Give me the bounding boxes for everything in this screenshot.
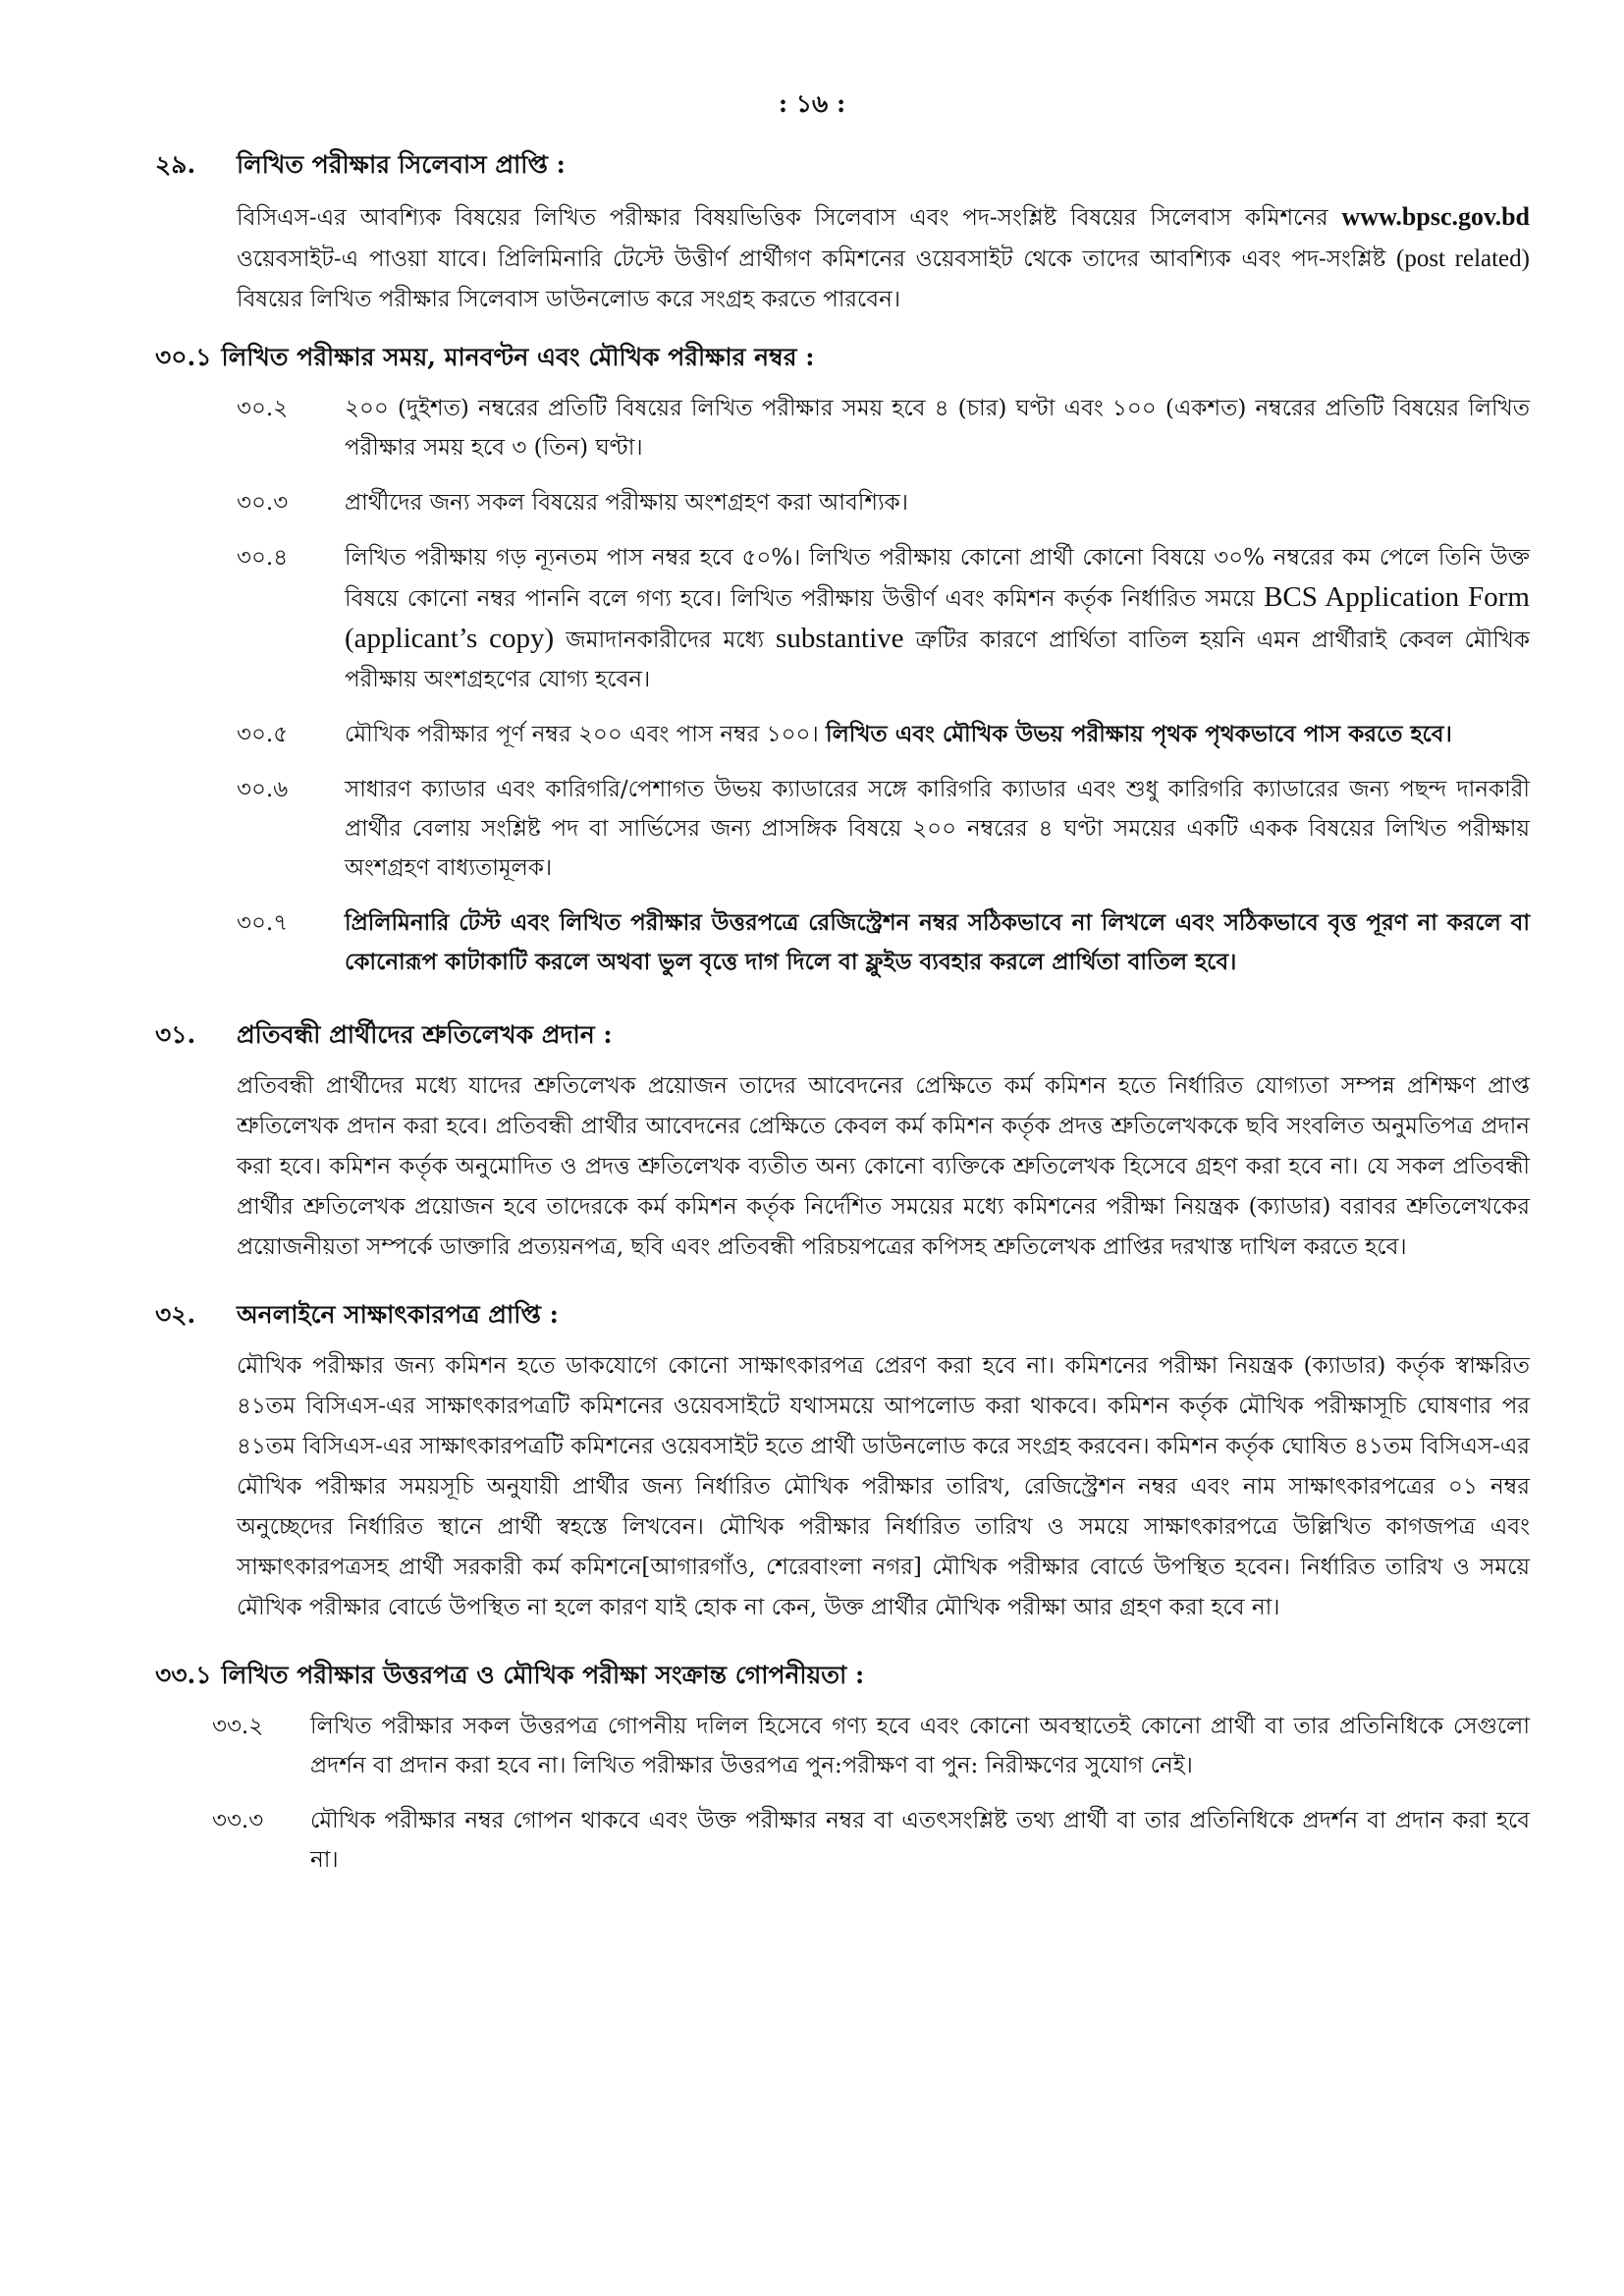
item-number: ৩০.৪ [237, 545, 289, 571]
section-title: লিখিত পরীক্ষার সময়, মানবণ্টন এবং মৌখিক পরীক্ষার নম্বর : [221, 343, 815, 371]
section-title: প্রতিবন্ধী প্রার্থীদের শ্রুতিলেখক প্রদান : [237, 1020, 613, 1049]
item-text: ২০০ (দুইশত) নম্বরের প্রতিটি বিষয়ের লিখিত পরীক্ষার সময় হবে ৪ (চার) ঘণ্টা এবং ১০০ (একশত) নম্বরের প্রতিটি বিষয়ের লিখিত পরীক্ষার সময় হবে ৩ (তিন) ঘণ্টা। [345, 396, 1530, 461]
section-32-heading [155, 1297, 1530, 1333]
section-30-heading [155, 340, 1530, 375]
item-text: সাধারণ ক্যাডার এবং কারিগরি/পেশাগত উভয় ক্যাডারের সঙ্গে কারিগরি ক্যাডার এবং শুধু কারিগরি ক্যাডারের জন্য পছন্দ দানকারী প্রার্থীর বেলায় সংশ্লিষ্ট পদ বা সার্ভিসের জন্য প্রাসঙ্গিক বিষয়ে ২০০ নম্বরের ৪ ঘণ্টা সময়ের একটি একক বিষয়ের লিখিত পরীক্ষায় অংশগ্রহণ বাধ্যতামূলক। [345, 777, 1530, 881]
section-33-heading [155, 1658, 1530, 1693]
item-text: মৌখিক পরীক্ষার পূর্ণ নম্বর ২০০ এবং পাস নম্বর ১০০। লিখিত এবং মৌখিক উভয় পরীক্ষায় পৃথক পৃথকভাবে পাস করতে হবে। [345, 721, 1452, 747]
section-number: ৩৩.১ [155, 1661, 212, 1689]
item-33-2 [155, 1707, 1530, 1785]
item-text: লিখিত পরীক্ষার সকল উত্তরপত্র গোপনীয় দলিল হিসেবে গণ্য হবে এবং কোনো অবস্থাতেই কোনো প্রার্থী বা তার প্রতিনিধিকে সেগুলো প্রদর্শন বা প্রদান করা হবে না। লিখিত পরীক্ষার উত্তরপত্র পুন:পরীক্ষণ বা পুন: নিরীক্ষণের সুযোগ নেই। [310, 1714, 1530, 1778]
latin-term: substantive [776, 623, 904, 654]
item-text: মৌখিক পরীক্ষার নম্বর গোপন থাকবে এবং উক্ত পরীক্ষার নম্বর বা এতৎসংশ্লিষ্ট তথ্য প্রার্থী বা তার প্রতিনিধিকে প্রদর্শন বা প্রদান করা হবে না। [310, 1808, 1530, 1873]
item-number: ৩৩.২ [212, 1714, 264, 1739]
item-30-2 [155, 389, 1530, 467]
body-text: ওয়েবসাইট-এ পাওয়া যাবে। প্রিলিমিনারি টেস্টে উত্তীর্ণ প্রার্থীগণ কমিশনের ওয়েবসাইট থেকে তাদের আবশ্যিক এবং পদ-সংশ্লিষ্ট [237, 246, 1396, 272]
item-number: ৩৩.৩ [212, 1808, 264, 1833]
section-29-body [237, 196, 1530, 320]
item-number: ৩০.৩ [237, 490, 289, 516]
item-30-3 [155, 483, 1530, 522]
section-number: ৩২. [155, 1300, 196, 1329]
emphasis-text: লিখিত এবং মৌখিক উভয় পরীক্ষায় পৃথক পৃথকভাবে পাস করতে হবে। [826, 721, 1452, 747]
item-number: ৩০.৫ [237, 722, 289, 747]
item-number: ৩০.২ [237, 396, 289, 421]
section-31-heading [155, 1017, 1530, 1053]
section-number: ৩০.১ [155, 343, 212, 371]
body-text: বিসিএস-এর আবশ্যিক বিষয়ের লিখিত পরীক্ষার বিষয়ভিত্তিক সিলেবাস এবং পদ-সংশ্লিষ্ট বিষয়ের সিলেবাস কমিশনের [237, 205, 1342, 231]
item-number: ৩০.৭ [237, 910, 289, 936]
page-number: : ১৬ : [778, 89, 846, 118]
emphasis-text: প্রিলিমিনারি টেস্ট এবং লিখিত পরীক্ষার উত্তরপত্রে রেজিস্ট্রেশন নম্বর সঠিকভাবে না লিখলে এবং সঠিকভাবে বৃত্ত পূরণ না করলে বা কোনোরূপ কাটাকাটি করলে অথবা ভুল বৃত্তে দাগ দিলে বা ফ্লুইড ব্যবহার করলে প্রার্থিতা বাতিল হবে। [345, 909, 1530, 975]
document-body [155, 147, 1530, 1895]
section-title: লিখিত পরীক্ষার সিলেবাস প্রাপ্তি : [237, 150, 566, 179]
section-number: ২৯. [155, 150, 196, 179]
item-30-5 [155, 715, 1530, 754]
item-30-6 [155, 770, 1530, 888]
body-text-latin: (post related) [1396, 246, 1530, 272]
item-30-4 [155, 538, 1530, 699]
section-number: ৩১. [155, 1020, 196, 1049]
item-number: ৩০.৬ [237, 777, 289, 802]
section-29-heading [155, 147, 1530, 183]
section-title: অনলাইনে সাক্ষাৎকারপত্র প্রাপ্তি : [237, 1300, 559, 1329]
body-text: বিষয়ের লিখিত পরীক্ষার সিলেবাস ডাউনলোড করে সংগ্রহ করতে পারবেন। [237, 287, 901, 312]
section-32-body: মৌখিক পরীক্ষার জন্য কমিশন হতে ডাকযোগে কোনো সাক্ষাৎকারপত্র প্রেরণ করা হবে না। কমিশনের পরীক্ষা নিয়ন্ত্রক (ক্যাডার) কর্তৃক স্বাক্ষরিত ৪১তম বিসিএস-এর সাক্ষাৎকারপত্রটি কমিশনের ওয়েবসাইটে যথাসময়ে আপলোড করা থাকবে। কমিশন কর্তৃক মৌখিক পরীক্ষাসূচি ঘোষণার পর ৪১তম বিসিএস-এর সাক্ষাৎকারপত্রটি কমিশনের ওয়েবসাইট হতে প্রার্থী ডাউনলোড করে সংগ্রহ করবেন। কমিশন কর্তৃক ঘোষিত ৪১তম বিসিএস-এর মৌখিক পরীক্ষার সময়সূচি অনুযায়ী প্রার্থীর জন্য নির্ধারিত মৌখিক পরীক্ষার তারিখ, রেজিস্ট্রেশন নম্বর এবং নাম সাক্ষাৎকারপত্রের ০১ নম্বর অনুচ্ছেদের নির্ধারিত স্থানে প্রার্থী স্বহস্তে লিখবেন। মৌখিক পরীক্ষার নির্ধারিত তারিখ ও সময়ে সাক্ষাৎকারপত্রে উল্লিখিত কাগজপত্র এবং সাক্ষাৎকারপত্রসহ প্রার্থী সরকারী কর্ম কমিশনে[আগারগাঁও, শেরেবাংলা নগর] মৌখিক পরীক্ষার বোর্ডে উপস্থিত হবেন। নির্ধারিত তারিখ ও সময়ে মৌখিক পরীক্ষার বোর্ডে উপস্থিত না হলে কারণ যাই হোক না কেন, উক্ত প্রার্থীর মৌখিক পরীক্ষা আর গ্রহণ করা হবে না। [237, 1353, 1530, 1620]
item-text: লিখিত পরীক্ষায় গড় ন্যূনতম পাস নম্বর হবে ৫০%। লিখিত পরীক্ষায় কোনো প্রার্থী কোনো বিষয়ে ৩০% নম্বরের কম পেলে তিনি উক্ত বিষয়ে কোনো নম্বর পাননি বলে গণ্য হবে। লিখিত পরীক্ষায় উত্তীর্ণ এবং কমিশন কর্তৃক নির্ধারিত সময়ে BCS Application Form (applicant’s copy) জমাদানকারীদের মধ্যে substantive ত্রুটির কারণে প্রার্থিতা বাতিল হয়নি এমন প্রার্থীরাই কেবল মৌখিক পরীক্ষায় অংশগ্রহণের যোগ্য হবেন। [345, 545, 1530, 692]
item-text: প্রার্থীদের জন্য সকল বিষয়ের পরীক্ষায় অংশগ্রহণ করা আবশ্যিক। [345, 490, 908, 516]
section-31-body: প্রতিবন্ধী প্রার্থীদের মধ্যে যাদের শ্রুতিলেখক প্রয়োজন তাদের আবেদনের প্রেক্ষিতে কর্ম কমিশন হতে নির্ধারিত যোগ্যতা সম্পন্ন প্রশিক্ষণ প্রাপ্ত শ্রুতিলেখক প্রদান করা হবে। প্রতিবন্ধী প্রার্থীর আবেদনের প্রেক্ষিতে কেবল কর্ম কমিশন কর্তৃক প্রদত্ত শ্রুতিলেখককে ছবি সংবলিত অনুমতিপত্র প্রদান করা হবে। কমিশন কর্তৃক অনুমোদিত ও প্রদত্ত শ্রুতিলেখক ব্যতীত অন্য কোনো ব্যক্তিকে শ্রুতিলেখক হিসেবে গ্রহণ করা হবে না। যে সকল প্রতিবন্ধী প্রার্থীর শ্রুতিলেখক প্রয়োজন হবে তাদেরকে কর্ম কমিশন কর্তৃক নির্দেশিত সময়ের মধ্যে কমিশনের পরীক্ষা নিয়ন্ত্রক (ক্যাডার) বরাবর শ্রুতিলেখকের প্রয়োজনীয়তা সম্পর্কে ডাক্তারি প্রত্যয়নপত্র, ছবি এবং প্রতিবন্ধী পরিচয়পত্রের কপিসহ শ্রুতিলেখক প্রাপ্তির দরখাস্ত দাখিল করতে হবে। [237, 1073, 1530, 1260]
website-link[interactable]: www.bpsc.gov.bd [1341, 202, 1530, 231]
latin-term: BCS Application Form (applicant’s copy) [345, 581, 1530, 654]
item-33-3 [155, 1801, 1530, 1880]
section-title: লিখিত পরীক্ষার উত্তরপত্র ও মৌখিক পরীক্ষা সংক্রান্ত গোপনীয়তা : [221, 1661, 865, 1689]
item-30-7 [155, 903, 1530, 982]
